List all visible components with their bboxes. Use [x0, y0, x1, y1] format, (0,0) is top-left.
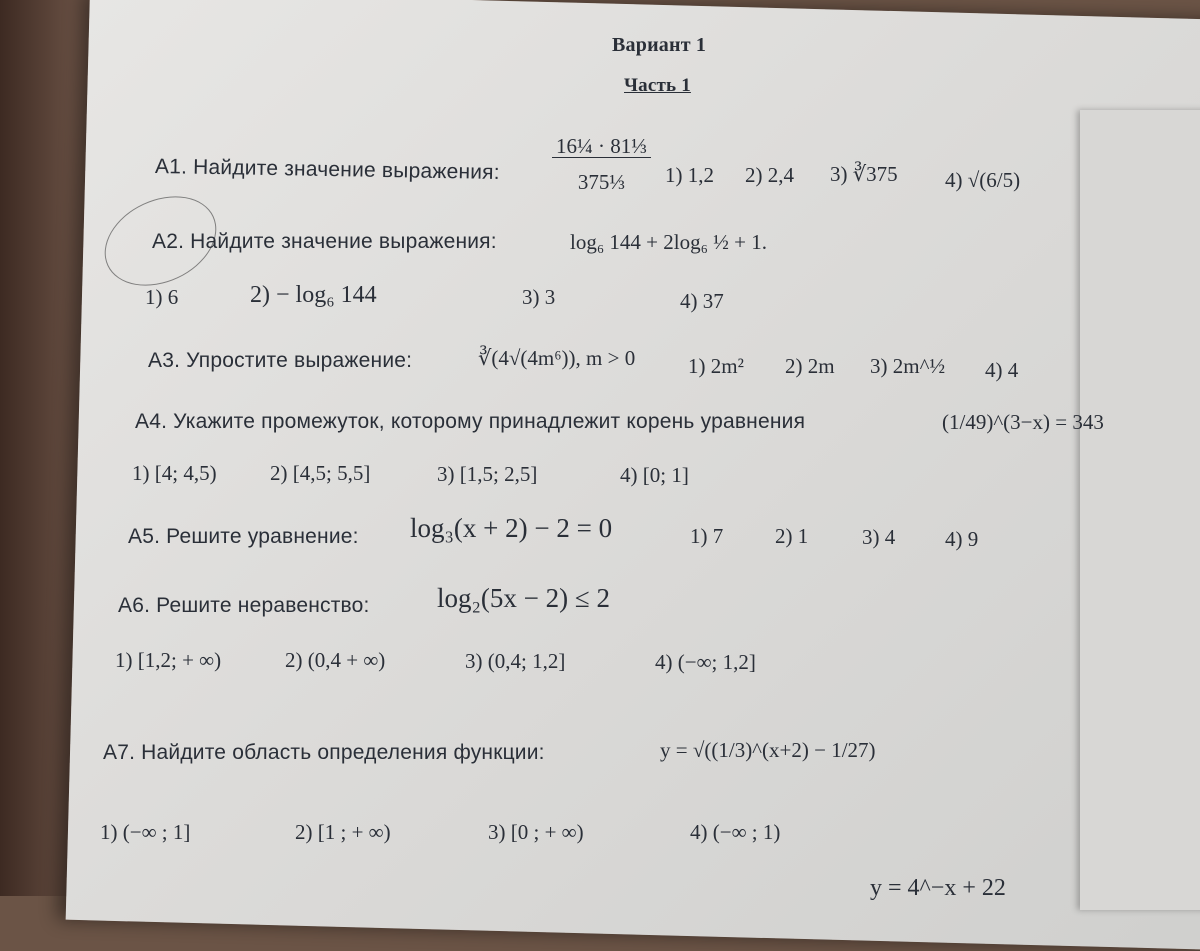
a2-option-1: 1) 6	[145, 285, 179, 309]
cutoff-expression: y = 4^−x + 22	[870, 875, 1006, 901]
a7-option-1: 1) (−∞ ; 1]	[100, 820, 191, 844]
a4-expression: (1/49)^(3−x) = 343	[942, 410, 1104, 434]
a3-question: А3. Упростите выражение:	[148, 349, 413, 372]
a1-question: А1. Найдите значение выражения:	[154, 154, 500, 185]
a5-option-3: 3) 4	[862, 525, 896, 549]
a4-question: А4. Укажите промежуток, которому принадлежит корень уравнения	[135, 410, 806, 433]
a5-expression: log₃(x + 2) − 2 = 0	[410, 513, 613, 543]
a2-question: А2. Найдите значение выражения:	[152, 230, 497, 253]
a2-option-2: 2) − log₆ 144	[250, 282, 377, 308]
a5-option-1: 1) 7	[690, 524, 724, 548]
a5-option-4: 4) 9	[945, 527, 979, 551]
a4-option-2: 2) [4,5; 5,5]	[270, 461, 371, 485]
a1-option-4: 4) √(6/5)	[945, 168, 1021, 192]
a3-option-2: 2) 2m	[785, 354, 835, 378]
a6-option-3: 3) (0,4; 1,2]	[465, 649, 566, 673]
a1-numerator: 16¼ · 81⅓	[552, 136, 651, 158]
a6-expression: log₂(5x − 2) ≤ 2	[437, 583, 610, 613]
a3-option-1: 1) 2m²	[688, 354, 744, 378]
a3-option-3: 3) 2m^½	[870, 354, 946, 378]
a1-expression	[552, 136, 651, 193]
a4-option-4: 4) [0; 1]	[620, 463, 689, 487]
a4-option-1: 1) [4; 4,5)	[132, 461, 217, 485]
a5-option-2: 2) 1	[775, 524, 809, 548]
part-title: Часть 1	[624, 75, 691, 96]
a6-option-2: 2) (0,4 + ∞)	[285, 648, 386, 672]
a7-option-4: 4) (−∞ ; 1)	[690, 820, 781, 844]
a1-denominator: 375⅓	[577, 170, 626, 194]
a1-option-1: 1) 1,2	[665, 163, 714, 187]
a2-option-4: 4) 37	[680, 289, 724, 313]
a6-question: А6. Решите неравенство:	[118, 594, 370, 617]
a3-expression: ∛(4√(4m⁶)), m > 0	[478, 346, 636, 370]
a5-question: А5. Решите уравнение:	[128, 525, 359, 548]
a4-option-3: 3) [1,5; 2,5]	[437, 462, 538, 486]
a6-option-1: 1) [1,2; + ∞)	[115, 648, 222, 672]
a2-expression: log₆ 144 + 2log₆ ½ + 1.	[570, 230, 767, 254]
a7-question: А7. Найдите область определения функции:	[103, 741, 545, 764]
a1-option-2: 2) 2,4	[745, 163, 794, 187]
a7-option-2: 2) [1 ; + ∞)	[295, 820, 391, 844]
a2-option-3: 3) 3	[522, 285, 556, 309]
a6-option-4: 4) (−∞; 1,2]	[655, 650, 756, 674]
variant-title: Вариант 1	[612, 34, 707, 56]
a7-option-3: 3) [0 ; + ∞)	[488, 820, 584, 844]
a3-option-4: 4) 4	[985, 358, 1019, 382]
a1-option-3: 3) ∛375	[830, 162, 898, 186]
a7-expression: y = √((1/3)^(x+2) − 1/27)	[660, 738, 876, 762]
